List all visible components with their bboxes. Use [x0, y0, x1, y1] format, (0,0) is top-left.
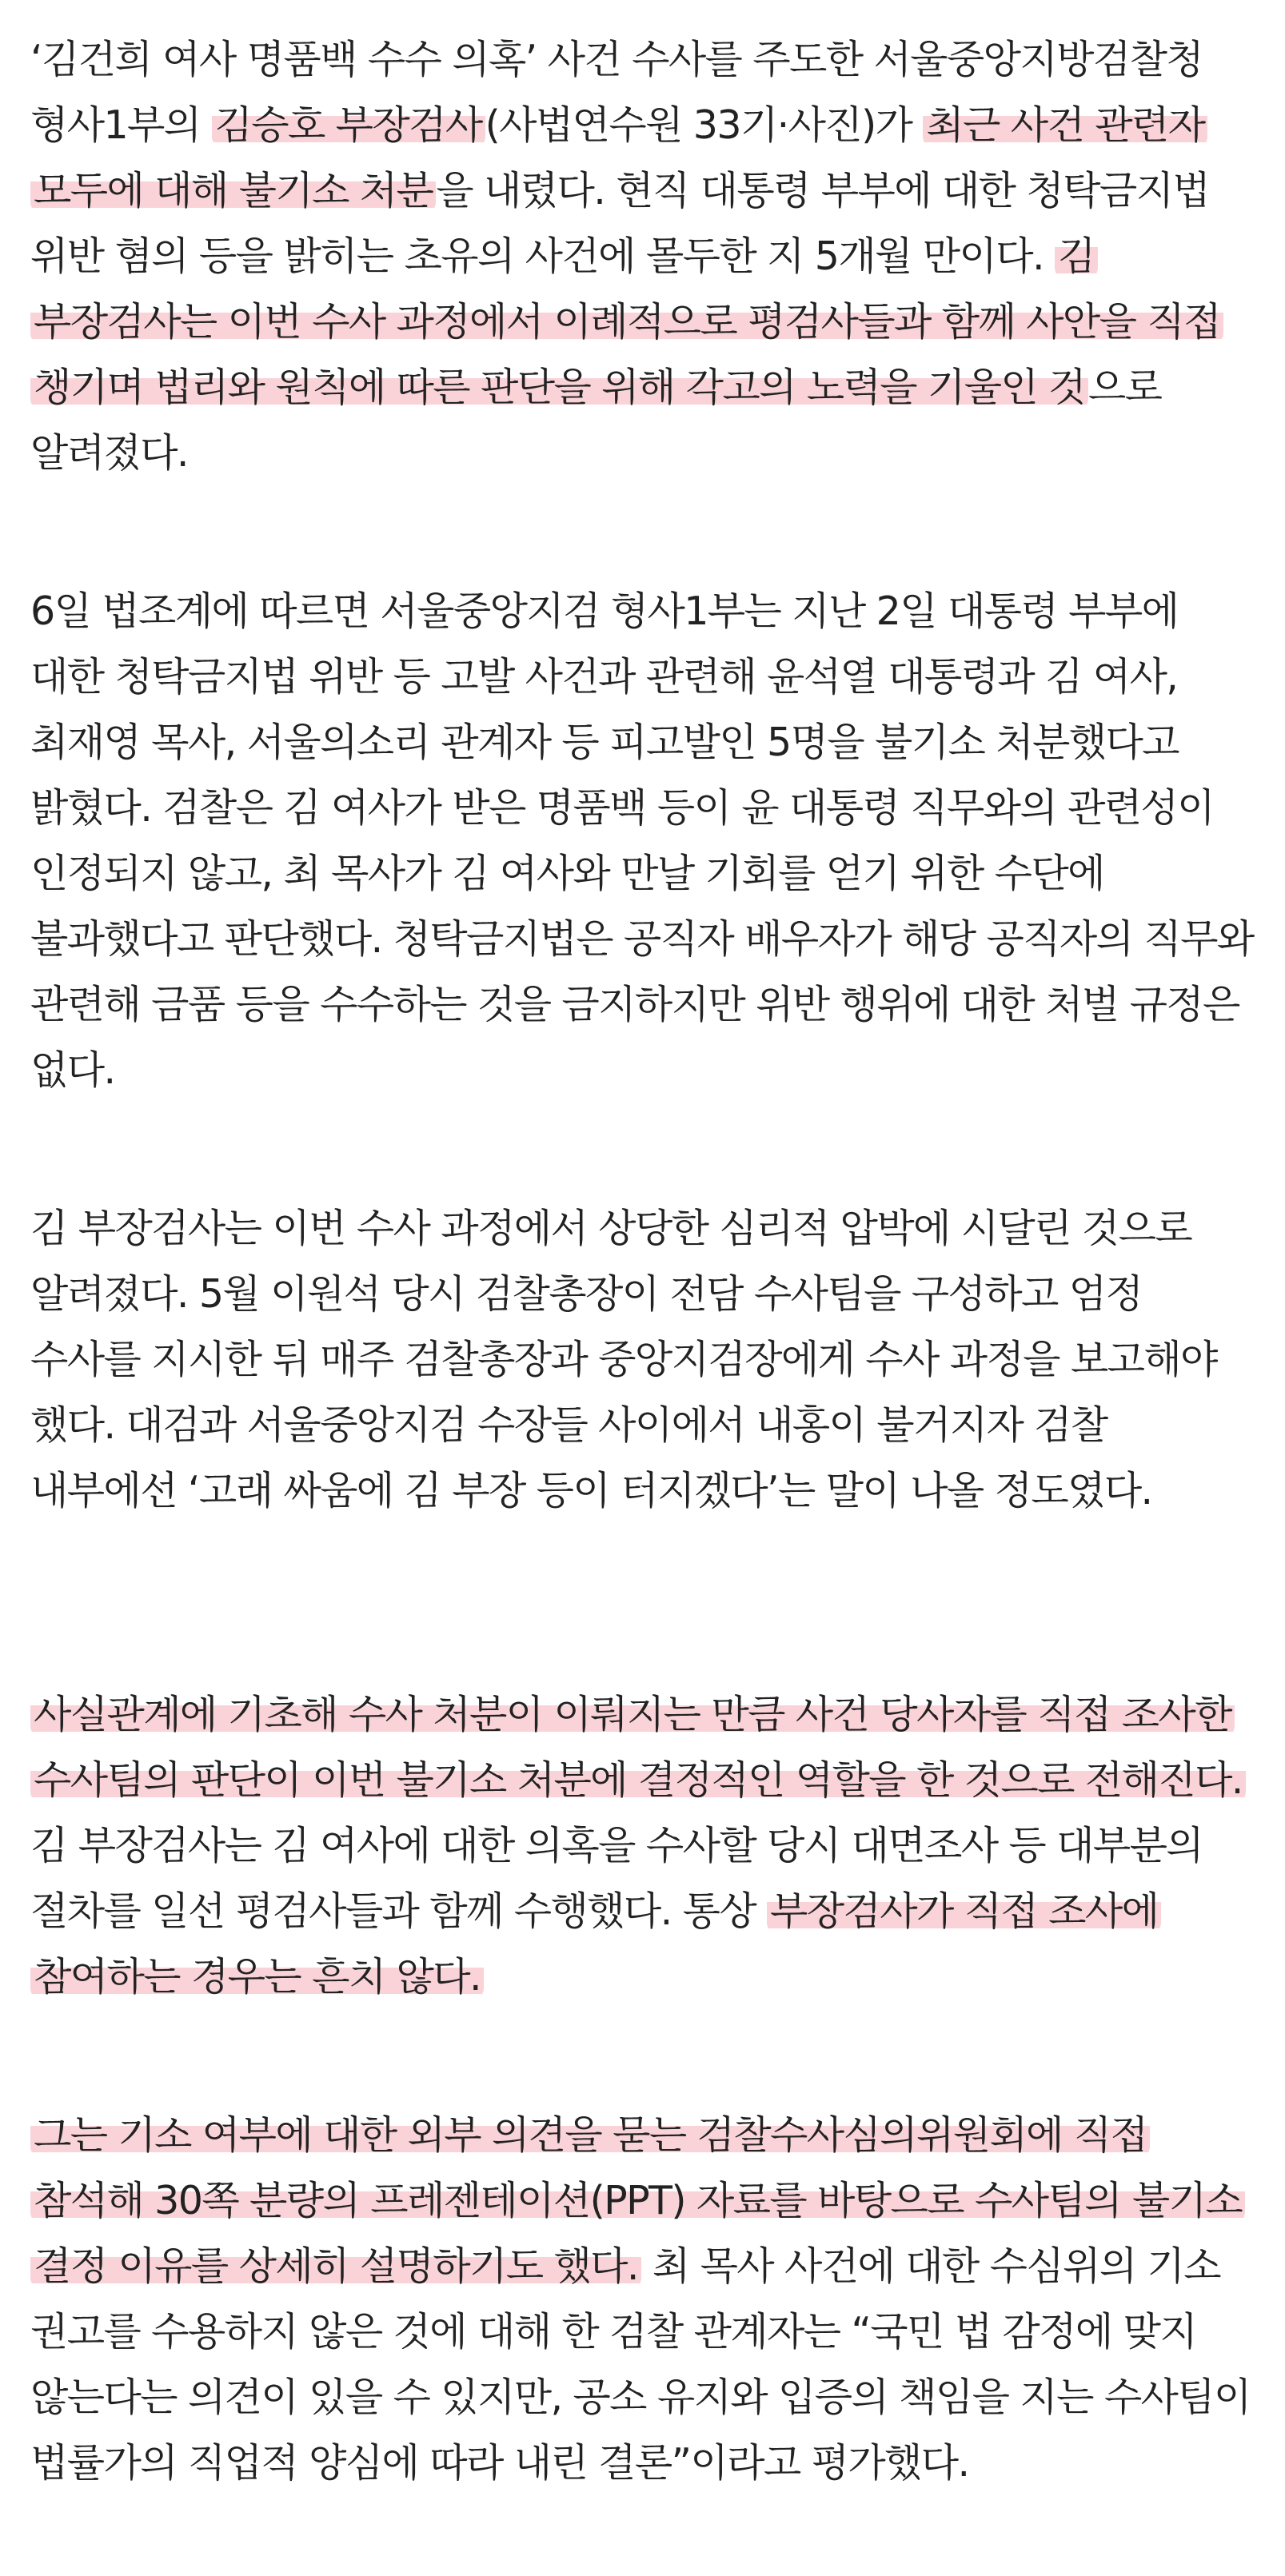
paragraph-gap	[30, 1524, 1262, 1682]
paragraph-1	[30, 27, 1262, 486]
body-text: 을 내렸다. 현직 대통령 부부에 대한 청탁금지법 위반 혐의 등을 밝히는 초유의 사건에 몰두한 지 5개월 만이다.	[30, 168, 1210, 279]
body-text: 김 부장검사는 이번 수사 과정에서 상당한 심리적 압박에 시달린 것으로 알려졌다. 5월 이원석 당시 검찰총장이 전담 수사팀을 구성하고 엄정 수사를 지시한 뒤 매주 검찰총장과 중앙지검장에게 수사 과정을 보고해야 했다. 대검과 서울중앙지검 수장들 사이에서 내홍이 불거지자 검찰 내부에선 ‘고래 싸움에 김 부장 등이 터지겠다’는 말이 나올 정도였다.	[30, 1206, 1217, 1513]
highlighted-text: 최근 사건 관련자 모두에 대해 불기소 처분	[30, 102, 1207, 213]
body-text: 김 부장검사는 김 여사에 대한 의혹을 수사할 당시 대면조사 등 대부분의 절차를 일선 평검사들과 함께 수행했다. 통상	[30, 1823, 1203, 1934]
highlighted-text: 김승호 부장검사	[212, 102, 485, 148]
paragraph-gap	[30, 1103, 1262, 1196]
paragraph-gap	[30, 486, 1262, 579]
paragraph-3	[30, 1196, 1262, 1524]
paragraph-4	[30, 1682, 1262, 2010]
body-text: ‘김건희 여사 명품백 수수 의혹’ 사건 수사를 주도한 서울중앙지방검찰청 형사1부의	[30, 37, 1203, 148]
highlighted-text: 부장검사가 직접 조사에 참여하는 경우는 흔치 않다.	[30, 1888, 1161, 2000]
paragraph-gap	[30, 2010, 1262, 2103]
article-body	[30, 27, 1262, 2496]
paragraph-5	[30, 2103, 1262, 2496]
body-text: 6일 법조계에 따르면 서울중앙지검 형사1부는 지난 2일 대통령 부부에 대한 청탁금지법 위반 등 고발 사건과 관련해 윤석열 대통령과 김 여사, 최재영 목사, 서울의소리 관계자 등 피고발인 5명을 불기소 처분했다고 밝혔다. 검찰은 김 여사가 받은 명품백 등이 윤 대통령 직무와의 관련성이 인정되지 않고, 최 목사가 김 여사와 만날 기회를 얻기 위한 수단에 불과했다고 판단했다. 청탁금지법은 공직자 배우자가 해당 공직자의 직무와 관련해 금품 등을 수수하는 것을 금지하지만 위반 행위에 대한 처벌 규정은 없다.	[30, 588, 1254, 1093]
highlighted-text: 사실관계에 기초해 수사 처분이 이뤄지는 만큼 사건 당사자를 직접 조사한 수사팀의 판단이 이번 불기소 처분에 결정적인 역할을 한 것으로 전해진다.	[30, 1692, 1246, 1803]
paragraph-2	[30, 579, 1262, 1103]
highlighted-text: 김 부장검사는 이번 수사 과정에서 이례적으로 평검사들과 함께 사안을 직접 챙기며 법리와 원칙에 따른 판단을 위해 각고의 노력을 기울인 것	[30, 233, 1223, 410]
body-text: 으로 알려졌다.	[30, 365, 1162, 476]
highlighted-text: 그는 기소 여부에 대한 외부 의견을 묻는 검찰수사심의위원회에 직접 참석해 30쪽 분량의 프레젠테이션(PPT) 자료를 바탕으로 수사팀의 불기소 결정 이유를 상세히 설명하기도 했다.	[30, 2112, 1245, 2289]
body-text: 최 목사 사건에 대한 수심위의 기소 권고를 수용하지 않은 것에 대해 한 검찰 관계자는 “국민 법 감정에 맞지 않는다는 의견이 있을 수 있지만, 공소 유지와 입증의 책임을 지는 수사팀이 법률가의 직업적 양심에 따라 내린 결론”이라고 평가했다.	[30, 2243, 1251, 2486]
body-text: (사법연수원 33기·사진)가	[485, 102, 924, 148]
